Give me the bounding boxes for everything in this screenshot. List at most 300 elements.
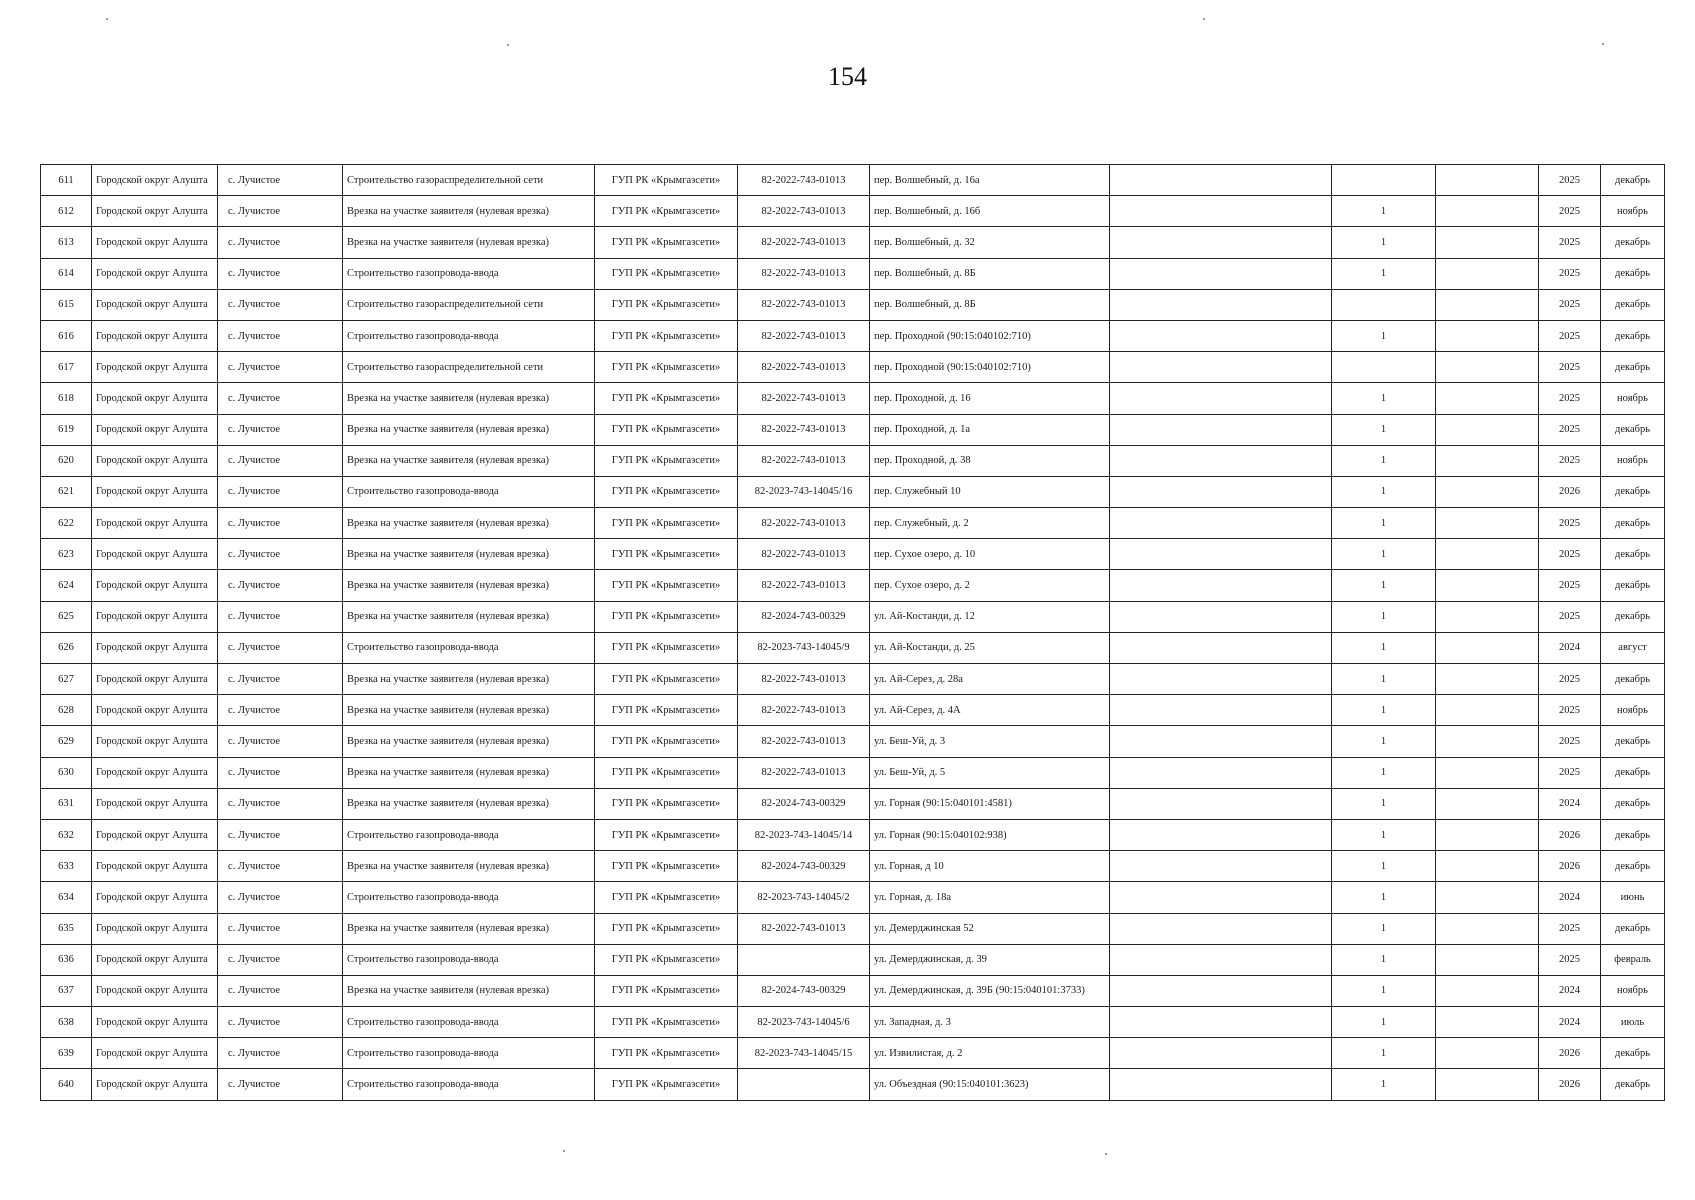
settlement-cell: с. Лучистое	[218, 819, 343, 850]
year-cell: 2025	[1539, 539, 1601, 570]
row-number-cell: 627	[41, 664, 92, 695]
scan-speck	[106, 18, 108, 20]
organization-cell: ГУП РК «Крымгазсети»	[595, 258, 738, 289]
empty-cell	[1110, 1007, 1332, 1038]
organization-cell: ГУП РК «Крымгазсети»	[595, 1038, 738, 1069]
year-cell: 2025	[1539, 913, 1601, 944]
organization-cell: ГУП РК «Крымгазсети»	[595, 352, 738, 383]
row-number-cell: 624	[41, 570, 92, 601]
municipality-cell: Городской округ Алушта	[92, 695, 218, 726]
row-number-cell: 616	[41, 320, 92, 351]
settlement-cell: с. Лучистое	[218, 851, 343, 882]
municipality-cell: Городской округ Алушта	[92, 414, 218, 445]
gas-works-register-table	[40, 164, 1665, 1101]
table-row	[41, 664, 1665, 695]
organization-cell: ГУП РК «Крымгазсети»	[595, 539, 738, 570]
settlement-cell: с. Лучистое	[218, 165, 343, 196]
quantity-cell: 1	[1332, 570, 1436, 601]
month-cell: декабрь	[1601, 664, 1665, 695]
month-cell: декабрь	[1601, 1038, 1665, 1069]
month-cell: декабрь	[1601, 570, 1665, 601]
address-cell: пер. Сухое озеро, д. 10	[870, 539, 1110, 570]
quantity-cell: 1	[1332, 695, 1436, 726]
quantity-cell: 1	[1332, 664, 1436, 695]
quantity-cell: 1	[1332, 882, 1436, 913]
empty-cell	[1110, 445, 1332, 476]
address-cell: пер. Служебный, д. 2	[870, 508, 1110, 539]
address-cell: ул. Ай-Костанди, д. 25	[870, 632, 1110, 663]
municipality-cell: Городской округ Алушта	[92, 445, 218, 476]
organization-cell: ГУП РК «Крымгазсети»	[595, 476, 738, 507]
quantity-cell: 1	[1332, 445, 1436, 476]
empty-cell	[1436, 352, 1539, 383]
address-cell: ул. Демерджинская 52	[870, 913, 1110, 944]
empty-cell	[1436, 601, 1539, 632]
month-cell: декабрь	[1601, 757, 1665, 788]
organization-cell: ГУП РК «Крымгазсети»	[595, 445, 738, 476]
row-number-cell: 617	[41, 352, 92, 383]
empty-cell	[1436, 383, 1539, 414]
row-number-cell: 615	[41, 289, 92, 320]
municipality-cell: Городской округ Алушта	[92, 289, 218, 320]
settlement-cell: с. Лучистое	[218, 1038, 343, 1069]
work-type-cell: Врезка на участке заявителя (нулевая врезка)	[343, 695, 595, 726]
empty-cell	[1110, 1069, 1332, 1100]
table-row	[41, 882, 1665, 913]
empty-cell	[1436, 476, 1539, 507]
empty-cell	[1436, 570, 1539, 601]
quantity-cell: 1	[1332, 227, 1436, 258]
settlement-cell: с. Лучистое	[218, 196, 343, 227]
year-cell: 2025	[1539, 664, 1601, 695]
work-type-cell: Врезка на участке заявителя (нулевая врезка)	[343, 196, 595, 227]
table-body	[41, 165, 1665, 1101]
month-cell: ноябрь	[1601, 695, 1665, 726]
month-cell: декабрь	[1601, 476, 1665, 507]
empty-cell	[1110, 196, 1332, 227]
quantity-cell: 1	[1332, 975, 1436, 1006]
table-row	[41, 726, 1665, 757]
settlement-cell: с. Лучистое	[218, 632, 343, 663]
quantity-cell: 1	[1332, 913, 1436, 944]
year-cell: 2025	[1539, 757, 1601, 788]
empty-cell	[1110, 632, 1332, 663]
work-type-cell: Врезка на участке заявителя (нулевая врезка)	[343, 445, 595, 476]
quantity-cell: 1	[1332, 1069, 1436, 1100]
empty-cell	[1436, 913, 1539, 944]
row-number-cell: 613	[41, 227, 92, 258]
document-number-cell: 82-2024-743-00329	[738, 975, 870, 1006]
empty-cell	[1436, 539, 1539, 570]
quantity-cell: 1	[1332, 788, 1436, 819]
month-cell: декабрь	[1601, 726, 1665, 757]
year-cell: 2025	[1539, 944, 1601, 975]
document-number-cell: 82-2024-743-00329	[738, 851, 870, 882]
address-cell: пер. Сухое озеро, д. 2	[870, 570, 1110, 601]
table-row	[41, 1038, 1665, 1069]
settlement-cell: с. Лучистое	[218, 539, 343, 570]
row-number-cell: 628	[41, 695, 92, 726]
organization-cell: ГУП РК «Крымгазсети»	[595, 165, 738, 196]
municipality-cell: Городской округ Алушта	[92, 726, 218, 757]
empty-cell	[1436, 788, 1539, 819]
empty-cell	[1436, 664, 1539, 695]
document-number-cell: 82-2022-743-01013	[738, 695, 870, 726]
quantity-cell: 1	[1332, 601, 1436, 632]
table-row	[41, 632, 1665, 663]
work-type-cell: Строительство газораспределительной сети	[343, 352, 595, 383]
address-cell: пер. Волшебный, д. 16а	[870, 165, 1110, 196]
work-type-cell: Строительство газопровода-ввода	[343, 320, 595, 351]
work-type-cell: Строительство газопровода-ввода	[343, 819, 595, 850]
year-cell: 2026	[1539, 1069, 1601, 1100]
organization-cell: ГУП РК «Крымгазсети»	[595, 944, 738, 975]
work-type-cell: Строительство газопровода-ввода	[343, 632, 595, 663]
settlement-cell: с. Лучистое	[218, 320, 343, 351]
settlement-cell: с. Лучистое	[218, 757, 343, 788]
table-row	[41, 757, 1665, 788]
row-number-cell: 632	[41, 819, 92, 850]
document-number-cell: 82-2022-743-01013	[738, 913, 870, 944]
municipality-cell: Городской округ Алушта	[92, 165, 218, 196]
empty-cell	[1110, 476, 1332, 507]
municipality-cell: Городской округ Алушта	[92, 944, 218, 975]
organization-cell: ГУП РК «Крымгазсети»	[595, 695, 738, 726]
document-number-cell	[738, 944, 870, 975]
work-type-cell: Врезка на участке заявителя (нулевая врезка)	[343, 601, 595, 632]
address-cell: ул. Извилистая, д. 2	[870, 1038, 1110, 1069]
settlement-cell: с. Лучистое	[218, 289, 343, 320]
document-number-cell: 82-2022-743-01013	[738, 258, 870, 289]
empty-cell	[1436, 414, 1539, 445]
year-cell: 2025	[1539, 258, 1601, 289]
empty-cell	[1110, 352, 1332, 383]
row-number-cell: 634	[41, 882, 92, 913]
row-number-cell: 639	[41, 1038, 92, 1069]
document-number-cell: 82-2022-743-01013	[738, 227, 870, 258]
month-cell: декабрь	[1601, 165, 1665, 196]
empty-cell	[1436, 289, 1539, 320]
table-row	[41, 414, 1665, 445]
year-cell: 2025	[1539, 196, 1601, 227]
work-type-cell: Строительство газопровода-ввода	[343, 944, 595, 975]
year-cell: 2026	[1539, 851, 1601, 882]
year-cell: 2024	[1539, 788, 1601, 819]
address-cell: пер. Волшебный, д. 8Б	[870, 289, 1110, 320]
address-cell: ул. Ай-Серез, д. 4А	[870, 695, 1110, 726]
quantity-cell	[1332, 289, 1436, 320]
empty-cell	[1436, 320, 1539, 351]
year-cell: 2025	[1539, 289, 1601, 320]
row-number-cell: 626	[41, 632, 92, 663]
month-cell: декабрь	[1601, 352, 1665, 383]
month-cell: декабрь	[1601, 227, 1665, 258]
municipality-cell: Городской округ Алушта	[92, 632, 218, 663]
row-number-cell: 635	[41, 913, 92, 944]
address-cell: пер. Служебный 10	[870, 476, 1110, 507]
address-cell: ул. Горная (90:15:040101:4581)	[870, 788, 1110, 819]
year-cell: 2026	[1539, 476, 1601, 507]
year-cell: 2025	[1539, 445, 1601, 476]
scan-speck	[1105, 1153, 1107, 1155]
year-cell: 2025	[1539, 352, 1601, 383]
empty-cell	[1436, 632, 1539, 663]
empty-cell	[1436, 165, 1539, 196]
row-number-cell: 618	[41, 383, 92, 414]
quantity-cell	[1332, 352, 1436, 383]
empty-cell	[1436, 1007, 1539, 1038]
row-number-cell: 625	[41, 601, 92, 632]
quantity-cell: 1	[1332, 944, 1436, 975]
table-row	[41, 476, 1665, 507]
municipality-cell: Городской округ Алушта	[92, 570, 218, 601]
document-number-cell: 82-2022-743-01013	[738, 414, 870, 445]
table-row	[41, 258, 1665, 289]
organization-cell: ГУП РК «Крымгазсети»	[595, 913, 738, 944]
organization-cell: ГУП РК «Крымгазсети»	[595, 508, 738, 539]
address-cell: ул. Беш-Уй, д. 3	[870, 726, 1110, 757]
municipality-cell: Городской округ Алушта	[92, 601, 218, 632]
year-cell: 2025	[1539, 695, 1601, 726]
empty-cell	[1110, 508, 1332, 539]
row-number-cell: 622	[41, 508, 92, 539]
empty-cell	[1110, 383, 1332, 414]
row-number-cell: 630	[41, 757, 92, 788]
row-number-cell: 640	[41, 1069, 92, 1100]
municipality-cell: Городской округ Алушта	[92, 757, 218, 788]
table-row	[41, 539, 1665, 570]
settlement-cell: с. Лучистое	[218, 258, 343, 289]
municipality-cell: Городской округ Алушта	[92, 196, 218, 227]
quantity-cell: 1	[1332, 320, 1436, 351]
organization-cell: ГУП РК «Крымгазсети»	[595, 882, 738, 913]
table-row	[41, 851, 1665, 882]
table-row	[41, 913, 1665, 944]
organization-cell: ГУП РК «Крымгазсети»	[595, 1069, 738, 1100]
empty-cell	[1110, 882, 1332, 913]
year-cell: 2025	[1539, 570, 1601, 601]
table-row	[41, 1007, 1665, 1038]
settlement-cell: с. Лучистое	[218, 414, 343, 445]
row-number-cell: 631	[41, 788, 92, 819]
table-row	[41, 975, 1665, 1006]
document-number-cell: 82-2022-743-01013	[738, 539, 870, 570]
address-cell: ул. Горная, д. 18а	[870, 882, 1110, 913]
empty-cell	[1436, 227, 1539, 258]
document-number-cell: 82-2022-743-01013	[738, 726, 870, 757]
document-number-cell: 82-2023-743-14045/6	[738, 1007, 870, 1038]
scan-speck	[563, 1150, 565, 1152]
municipality-cell: Городской округ Алушта	[92, 851, 218, 882]
address-cell: ул. Объездная (90:15:040101:3623)	[870, 1069, 1110, 1100]
address-cell: ул. Горная, д 10	[870, 851, 1110, 882]
quantity-cell: 1	[1332, 258, 1436, 289]
year-cell: 2025	[1539, 508, 1601, 539]
month-cell: декабрь	[1601, 601, 1665, 632]
row-number-cell: 611	[41, 165, 92, 196]
municipality-cell: Городской округ Алушта	[92, 1069, 218, 1100]
empty-cell	[1110, 320, 1332, 351]
organization-cell: ГУП РК «Крымгазсети»	[595, 196, 738, 227]
settlement-cell: с. Лучистое	[218, 1069, 343, 1100]
municipality-cell: Городской округ Алушта	[92, 882, 218, 913]
quantity-cell: 1	[1332, 1038, 1436, 1069]
month-cell: декабрь	[1601, 819, 1665, 850]
organization-cell: ГУП РК «Крымгазсети»	[595, 819, 738, 850]
work-type-cell: Врезка на участке заявителя (нулевая врезка)	[343, 726, 595, 757]
table-row	[41, 508, 1665, 539]
empty-cell	[1110, 757, 1332, 788]
municipality-cell: Городской округ Алушта	[92, 258, 218, 289]
year-cell: 2024	[1539, 1007, 1601, 1038]
document-number-cell: 82-2022-743-01013	[738, 352, 870, 383]
organization-cell: ГУП РК «Крымгазсети»	[595, 1007, 738, 1038]
organization-cell: ГУП РК «Крымгазсети»	[595, 851, 738, 882]
table-row	[41, 601, 1665, 632]
row-number-cell: 619	[41, 414, 92, 445]
year-cell: 2026	[1539, 1038, 1601, 1069]
settlement-cell: с. Лучистое	[218, 383, 343, 414]
document-number-cell: 82-2022-743-01013	[738, 664, 870, 695]
year-cell: 2025	[1539, 320, 1601, 351]
work-type-cell: Строительство газопровода-ввода	[343, 258, 595, 289]
document-number-cell: 82-2022-743-01013	[738, 757, 870, 788]
table-row	[41, 1069, 1665, 1100]
document-number-cell	[738, 1069, 870, 1100]
address-cell: ул. Ай-Костанди, д. 12	[870, 601, 1110, 632]
table-row	[41, 819, 1665, 850]
address-cell: пер. Волшебный, д. 16б	[870, 196, 1110, 227]
settlement-cell: с. Лучистое	[218, 352, 343, 383]
empty-cell	[1110, 289, 1332, 320]
year-cell: 2025	[1539, 726, 1601, 757]
page-number: 154	[828, 62, 867, 91]
month-cell: декабрь	[1601, 1069, 1665, 1100]
row-number-cell: 637	[41, 975, 92, 1006]
quantity-cell: 1	[1332, 851, 1436, 882]
document-number-cell: 82-2022-743-01013	[738, 165, 870, 196]
work-type-cell: Врезка на участке заявителя (нулевая врезка)	[343, 913, 595, 944]
settlement-cell: с. Лучистое	[218, 695, 343, 726]
year-cell: 2025	[1539, 601, 1601, 632]
document-number-cell: 82-2022-743-01013	[738, 383, 870, 414]
table-row	[41, 383, 1665, 414]
address-cell: ул. Демерджинская, д. 39	[870, 944, 1110, 975]
quantity-cell: 1	[1332, 757, 1436, 788]
month-cell: июнь	[1601, 882, 1665, 913]
work-type-cell: Строительство газораспределительной сети	[343, 165, 595, 196]
month-cell: ноябрь	[1601, 196, 1665, 227]
document-number-cell: 82-2023-743-14045/2	[738, 882, 870, 913]
document-number-cell: 82-2024-743-00329	[738, 788, 870, 819]
organization-cell: ГУП РК «Крымгазсети»	[595, 975, 738, 1006]
empty-cell	[1110, 944, 1332, 975]
organization-cell: ГУП РК «Крымгазсети»	[595, 664, 738, 695]
empty-cell	[1110, 165, 1332, 196]
settlement-cell: с. Лучистое	[218, 975, 343, 1006]
municipality-cell: Городской округ Алушта	[92, 539, 218, 570]
organization-cell: ГУП РК «Крымгазсети»	[595, 632, 738, 663]
municipality-cell: Городской округ Алушта	[92, 508, 218, 539]
municipality-cell: Городской округ Алушта	[92, 227, 218, 258]
month-cell: ноябрь	[1601, 383, 1665, 414]
month-cell: декабрь	[1601, 289, 1665, 320]
address-cell: пер. Проходной, д. 1а	[870, 414, 1110, 445]
empty-cell	[1110, 695, 1332, 726]
year-cell: 2026	[1539, 819, 1601, 850]
quantity-cell: 1	[1332, 476, 1436, 507]
empty-cell	[1436, 882, 1539, 913]
municipality-cell: Городской округ Алушта	[92, 819, 218, 850]
month-cell: ноябрь	[1601, 975, 1665, 1006]
year-cell: 2024	[1539, 975, 1601, 1006]
table-row	[41, 165, 1665, 196]
work-type-cell: Врезка на участке заявителя (нулевая врезка)	[343, 851, 595, 882]
settlement-cell: с. Лучистое	[218, 913, 343, 944]
quantity-cell: 1	[1332, 383, 1436, 414]
municipality-cell: Городской округ Алушта	[92, 383, 218, 414]
table-row	[41, 695, 1665, 726]
settlement-cell: с. Лучистое	[218, 944, 343, 975]
work-type-cell: Врезка на участке заявителя (нулевая врезка)	[343, 664, 595, 695]
table-row	[41, 320, 1665, 351]
municipality-cell: Городской округ Алушта	[92, 476, 218, 507]
empty-cell	[1110, 819, 1332, 850]
month-cell: февраль	[1601, 944, 1665, 975]
scan-speck	[1602, 43, 1604, 45]
work-type-cell: Врезка на участке заявителя (нулевая врезка)	[343, 570, 595, 601]
row-number-cell: 612	[41, 196, 92, 227]
table-row	[41, 227, 1665, 258]
empty-cell	[1110, 851, 1332, 882]
document-number-cell: 82-2023-743-14045/16	[738, 476, 870, 507]
quantity-cell	[1332, 165, 1436, 196]
empty-cell	[1436, 851, 1539, 882]
quantity-cell: 1	[1332, 819, 1436, 850]
organization-cell: ГУП РК «Крымгазсети»	[595, 414, 738, 445]
settlement-cell: с. Лучистое	[218, 445, 343, 476]
table-row	[41, 788, 1665, 819]
document-number-cell: 82-2022-743-01013	[738, 289, 870, 320]
empty-cell	[1436, 1069, 1539, 1100]
row-number-cell: 623	[41, 539, 92, 570]
year-cell: 2025	[1539, 227, 1601, 258]
quantity-cell: 1	[1332, 196, 1436, 227]
empty-cell	[1110, 788, 1332, 819]
empty-cell	[1110, 726, 1332, 757]
organization-cell: ГУП РК «Крымгазсети»	[595, 726, 738, 757]
row-number-cell: 621	[41, 476, 92, 507]
work-type-cell: Врезка на участке заявителя (нулевая врезка)	[343, 788, 595, 819]
empty-cell	[1436, 757, 1539, 788]
organization-cell: ГУП РК «Крымгазсети»	[595, 601, 738, 632]
document-number-cell: 82-2023-743-14045/9	[738, 632, 870, 663]
work-type-cell: Строительство газопровода-ввода	[343, 882, 595, 913]
month-cell: декабрь	[1601, 913, 1665, 944]
empty-cell	[1436, 1038, 1539, 1069]
address-cell: пер. Проходной, д. 16	[870, 383, 1110, 414]
municipality-cell: Городской округ Алушта	[92, 788, 218, 819]
row-number-cell: 614	[41, 258, 92, 289]
month-cell: декабрь	[1601, 258, 1665, 289]
empty-cell	[1110, 539, 1332, 570]
municipality-cell: Городской округ Алушта	[92, 352, 218, 383]
row-number-cell: 638	[41, 1007, 92, 1038]
empty-cell	[1436, 258, 1539, 289]
address-cell: ул. Демерджинская, д. 39Б (90:15:040101:3733)	[870, 975, 1110, 1006]
quantity-cell: 1	[1332, 508, 1436, 539]
work-type-cell: Врезка на участке заявителя (нулевая врезка)	[343, 508, 595, 539]
